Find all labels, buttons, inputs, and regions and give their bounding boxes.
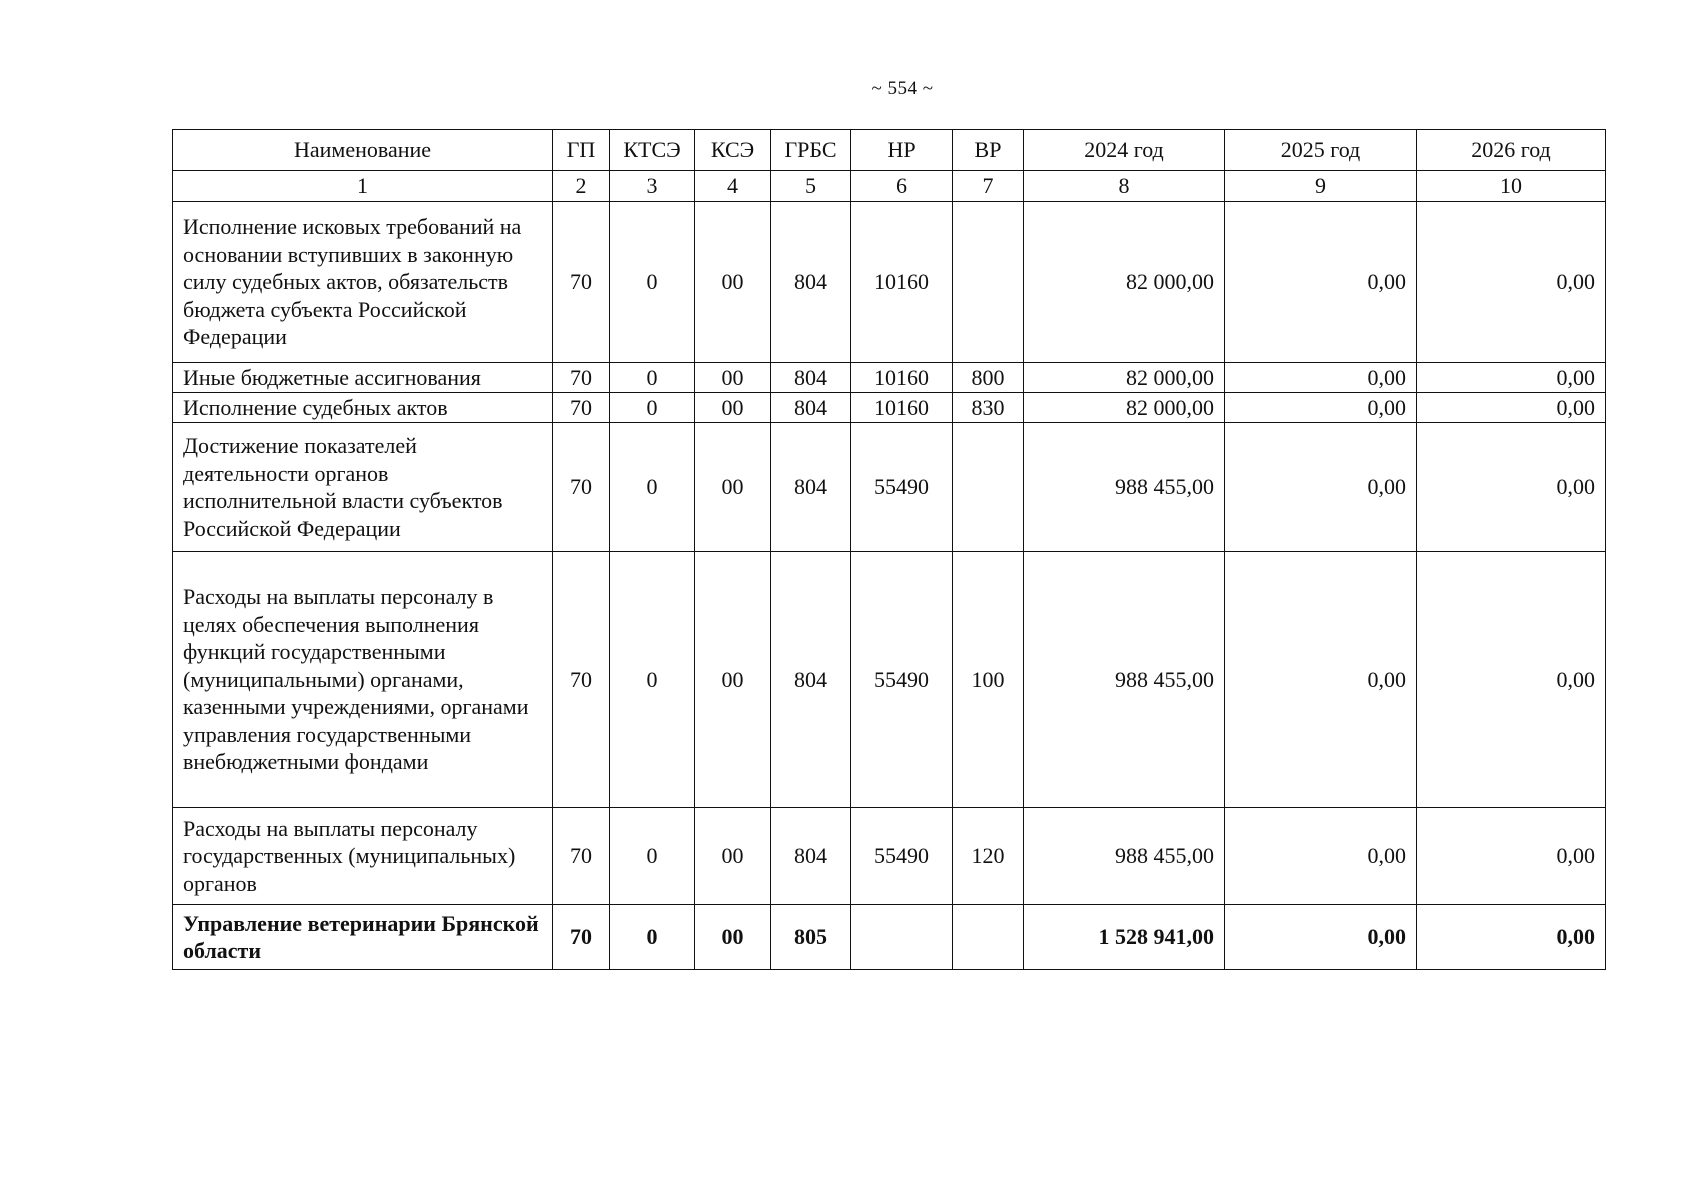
cell-2024: 988 455,00: [1024, 552, 1225, 808]
cell-grbs: 804: [771, 393, 851, 423]
table-row: [173, 202, 1606, 363]
column-number: 5: [771, 171, 851, 202]
table-row-total: [173, 905, 1606, 970]
column-number: 3: [610, 171, 695, 202]
cell-gp: 70: [553, 393, 610, 423]
column-header-2024: 2024 год: [1024, 130, 1225, 171]
cell-ktse: 0: [610, 393, 695, 423]
cell-nr: [851, 905, 953, 970]
cell-kse: 00: [695, 905, 771, 970]
column-number: 1: [173, 171, 553, 202]
cell-nr: 55490: [851, 552, 953, 808]
column-number-row: [173, 171, 1606, 202]
cell-2026: 0,00: [1417, 393, 1606, 423]
column-header-grbs: ГРБС: [771, 130, 851, 171]
column-number: 8: [1024, 171, 1225, 202]
cell-ktse: 0: [610, 363, 695, 393]
cell-ktse: 0: [610, 552, 695, 808]
cell-2026: 0,00: [1417, 363, 1606, 393]
cell-nr: 10160: [851, 202, 953, 363]
cell-2024: 82 000,00: [1024, 393, 1225, 423]
cell-gp: 70: [553, 423, 610, 552]
cell-vr: 800: [953, 363, 1024, 393]
row-name: Достижение показателей деятельности органов исполнительной власти субъектов Российской Федерации: [173, 423, 553, 552]
cell-kse: 00: [695, 202, 771, 363]
cell-2026: 0,00: [1417, 808, 1606, 905]
cell-2024: 1 528 941,00: [1024, 905, 1225, 970]
cell-vr: [953, 202, 1024, 363]
table-row: [173, 808, 1606, 905]
cell-kse: 00: [695, 393, 771, 423]
cell-vr: [953, 423, 1024, 552]
column-header-name: Наименование: [173, 130, 553, 171]
cell-2025: 0,00: [1225, 552, 1417, 808]
column-header-kse: КСЭ: [695, 130, 771, 171]
column-number: 4: [695, 171, 771, 202]
row-name: Расходы на выплаты персоналу государственных (муниципальных) органов: [173, 808, 553, 905]
header-row: [173, 130, 1606, 171]
cell-2026: 0,00: [1417, 905, 1606, 970]
cell-2025: 0,00: [1225, 202, 1417, 363]
cell-ktse: 0: [610, 905, 695, 970]
column-number: 9: [1225, 171, 1417, 202]
column-header-vr: ВР: [953, 130, 1024, 171]
cell-gp: 70: [553, 905, 610, 970]
cell-ktse: 0: [610, 808, 695, 905]
cell-ktse: 0: [610, 423, 695, 552]
cell-nr: 55490: [851, 808, 953, 905]
row-name: Расходы на выплаты персоналу в целях обеспечения выполнения функций государственными (муниципальными) органами, казенными учреждениями, органами управления государственными внебюджетными фондами: [173, 552, 553, 808]
cell-gp: 70: [553, 552, 610, 808]
cell-2025: 0,00: [1225, 905, 1417, 970]
cell-2024: 82 000,00: [1024, 363, 1225, 393]
cell-nr: 55490: [851, 423, 953, 552]
cell-vr: 830: [953, 393, 1024, 423]
cell-2025: 0,00: [1225, 363, 1417, 393]
row-name: Исполнение исковых требований на основании вступивших в законную силу судебных актов, обязательств бюджета субъекта Российской Федерации: [173, 202, 553, 363]
row-name: Управление ветеринарии Брянской области: [173, 905, 553, 970]
cell-2024: 82 000,00: [1024, 202, 1225, 363]
table-row: [173, 393, 1606, 423]
cell-2025: 0,00: [1225, 423, 1417, 552]
cell-2024: 988 455,00: [1024, 808, 1225, 905]
column-header-2025: 2025 год: [1225, 130, 1417, 171]
cell-gp: 70: [553, 808, 610, 905]
cell-gp: 70: [553, 202, 610, 363]
table-row: [173, 423, 1606, 552]
cell-grbs: 805: [771, 905, 851, 970]
page-number: ~ 554 ~: [871, 78, 934, 99]
cell-ktse: 0: [610, 202, 695, 363]
column-number: 10: [1417, 171, 1606, 202]
row-name: Иные бюджетные ассигнования: [173, 363, 553, 393]
column-header-gp: ГП: [553, 130, 610, 171]
row-name: Исполнение судебных актов: [173, 393, 553, 423]
column-number: 2: [553, 171, 610, 202]
column-header-nr: НР: [851, 130, 953, 171]
cell-nr: 10160: [851, 363, 953, 393]
column-number: 7: [953, 171, 1024, 202]
cell-vr: 120: [953, 808, 1024, 905]
cell-grbs: 804: [771, 363, 851, 393]
cell-grbs: 804: [771, 202, 851, 363]
budget-table: [172, 129, 1606, 970]
cell-kse: 00: [695, 552, 771, 808]
column-header-ktse: КТСЭ: [610, 130, 695, 171]
cell-nr: 10160: [851, 393, 953, 423]
cell-grbs: 804: [771, 552, 851, 808]
table-row: [173, 552, 1606, 808]
cell-2026: 0,00: [1417, 552, 1606, 808]
cell-gp: 70: [553, 363, 610, 393]
cell-kse: 00: [695, 423, 771, 552]
table-row: [173, 363, 1606, 393]
cell-2025: 0,00: [1225, 393, 1417, 423]
cell-grbs: 804: [771, 423, 851, 552]
column-header-2026: 2026 год: [1417, 130, 1606, 171]
cell-grbs: 804: [771, 808, 851, 905]
cell-2024: 988 455,00: [1024, 423, 1225, 552]
cell-kse: 00: [695, 808, 771, 905]
cell-kse: 00: [695, 363, 771, 393]
cell-2026: 0,00: [1417, 423, 1606, 552]
cell-vr: [953, 905, 1024, 970]
cell-2026: 0,00: [1417, 202, 1606, 363]
cell-vr: 100: [953, 552, 1024, 808]
column-number: 6: [851, 171, 953, 202]
cell-2025: 0,00: [1225, 808, 1417, 905]
